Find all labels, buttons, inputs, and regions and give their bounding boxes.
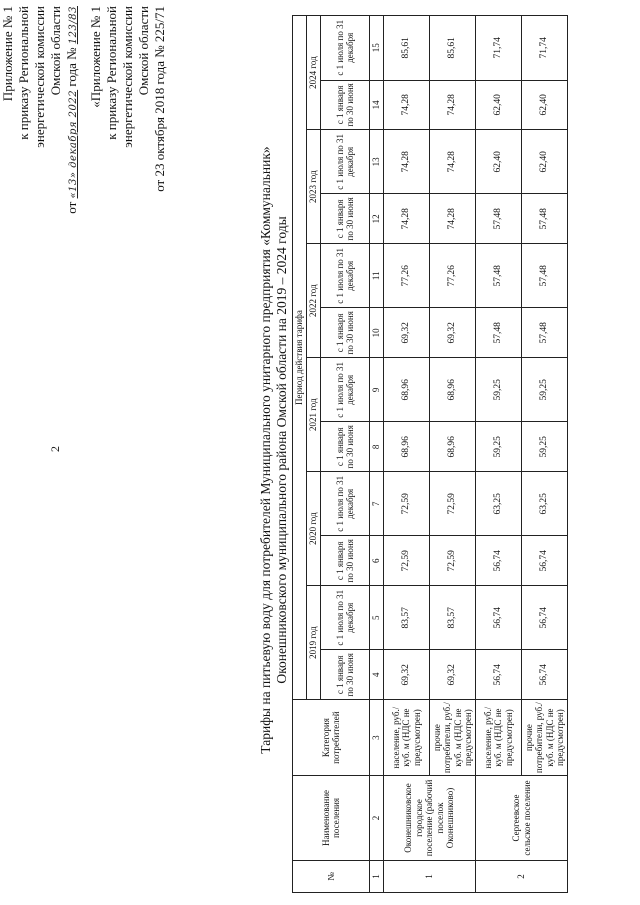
document-title — [258, 10, 290, 890]
column-number: 1 — [370, 860, 384, 892]
tariff-value: 69,32 — [384, 650, 430, 700]
column-number: 4 — [370, 650, 384, 700]
column-number: 12 — [370, 194, 384, 244]
header-year: 2024 год — [307, 16, 321, 130]
tariff-value: 83,57 — [384, 586, 430, 650]
appendix-old — [88, 6, 168, 192]
tariff-value: 85,61 — [384, 16, 430, 81]
tariff-value: 57,48 — [522, 244, 568, 308]
row-number: 2 — [476, 860, 568, 892]
tariff-value: 68,96 — [430, 422, 476, 472]
table-row — [384, 16, 430, 893]
appendix-new-date-line — [64, 6, 82, 214]
appendix-old-line1: «Приложение № 1 — [88, 6, 103, 108]
column-number: 5 — [370, 586, 384, 650]
header-year: 2023 год — [307, 130, 321, 244]
tariff-value: 59,25 — [522, 358, 568, 422]
table-row — [430, 16, 476, 893]
appendix-new-line3: энергетической комиссии — [32, 6, 47, 148]
tariff-value: 72,59 — [384, 536, 430, 586]
header-period: Период действия тарифа — [293, 16, 307, 700]
tariff-value: 74,28 — [384, 194, 430, 244]
column-number: 6 — [370, 536, 384, 586]
column-number: 3 — [370, 700, 384, 776]
header-category: Категория потребителей — [293, 700, 370, 776]
tariff-value: 77,26 — [430, 244, 476, 308]
tariff-value: 62,40 — [522, 130, 568, 194]
header-settlement: Наименование поселения — [293, 776, 370, 861]
date-signature: «13» декабря 2022 — [68, 89, 79, 199]
tariff-value: 63,25 — [522, 472, 568, 536]
table-row — [522, 16, 568, 893]
tariff-value: 69,32 — [430, 650, 476, 700]
column-number: 9 — [370, 358, 384, 422]
consumer-category: население, руб./куб. м (НДС не предусмотрен) — [384, 700, 430, 776]
consumer-category: население, руб./куб. м (НДС не предусмотрен) — [476, 700, 522, 776]
column-number: 11 — [370, 244, 384, 308]
tariff-value: 56,74 — [476, 586, 522, 650]
header-half-second: с 1 июля по 31 декабря — [321, 16, 370, 81]
tariff-value: 85,61 — [430, 16, 476, 81]
tariff-value: 68,96 — [430, 358, 476, 422]
column-number-row — [370, 16, 384, 893]
tariff-value: 62,40 — [476, 130, 522, 194]
header-half-first: с 1 января по 30 июня — [321, 80, 370, 130]
page-number: 2 — [48, 446, 62, 452]
header-half-second: с 1 июля по 31 декабря — [321, 586, 370, 650]
column-number: 15 — [370, 16, 384, 81]
appendix-new-line2: к приказу Региональной — [16, 6, 31, 140]
header-year: 2020 год — [307, 472, 321, 586]
column-number: 13 — [370, 130, 384, 194]
header-half-second: с 1 июля по 31 декабря — [321, 472, 370, 536]
header-half-second: с 1 июля по 31 декабря — [321, 130, 370, 194]
row-number: 1 — [384, 860, 476, 892]
header-year: 2022 год — [307, 244, 321, 358]
tariff-value: 83,57 — [430, 586, 476, 650]
header-half-first: с 1 января по 30 июня — [321, 308, 370, 358]
column-number: 8 — [370, 422, 384, 472]
header-no: № — [293, 860, 370, 892]
tariff-value: 72,59 — [384, 472, 430, 536]
column-number: 2 — [370, 776, 384, 861]
appendix-old-line5: от 23 октября 2018 года № 225/71 — [152, 6, 167, 192]
column-number: 7 — [370, 472, 384, 536]
tariff-value: 56,74 — [522, 536, 568, 586]
tariff-value: 74,28 — [384, 130, 430, 194]
tariff-value: 57,48 — [522, 194, 568, 244]
tariff-value: 72,59 — [430, 536, 476, 586]
header-half-second: с 1 июля по 31 декабря — [321, 358, 370, 422]
tariff-value: 74,28 — [430, 80, 476, 130]
tariff-value: 56,74 — [522, 586, 568, 650]
tariff-value: 72,59 — [430, 472, 476, 536]
header-year: 2021 год — [307, 358, 321, 472]
header-half-first: с 1 января по 30 июня — [321, 650, 370, 700]
tariff-value: 63,25 — [476, 472, 522, 536]
title-line1: Тарифы на питьевую воду для потребителей Муниципального унитарного предприятия «Коммунальник» — [258, 146, 273, 754]
appendix-new-line1: Приложение № 1 — [0, 6, 15, 102]
table-row — [476, 16, 522, 893]
appendix-old-line2: к приказу Региональной — [104, 6, 119, 140]
tariff-value: 74,28 — [384, 80, 430, 130]
header-half-first: с 1 января по 30 июня — [321, 422, 370, 472]
tariff-value: 56,74 — [522, 650, 568, 700]
appendix-new-line4: Омской области — [48, 6, 63, 96]
tariff-value: 57,48 — [476, 194, 522, 244]
title-line2: Оконешниковского муниципального района Омской области на 2019 – 2024 годы — [274, 216, 289, 684]
tariff-value: 74,28 — [430, 130, 476, 194]
tariff-value: 57,48 — [476, 244, 522, 308]
date-prefix: от — [64, 201, 79, 214]
tariff-value: 68,96 — [384, 358, 430, 422]
tariff-value: 68,96 — [384, 422, 430, 472]
tariff-value: 77,26 — [384, 244, 430, 308]
tariff-value: 57,48 — [476, 308, 522, 358]
tariff-value: 69,32 — [430, 308, 476, 358]
tariff-value: 69,32 — [384, 308, 430, 358]
tariff-value: 59,25 — [476, 358, 522, 422]
header-half-first: с 1 января по 30 июня — [321, 194, 370, 244]
tariff-value: 59,25 — [522, 422, 568, 472]
tariff-value: 71,74 — [522, 16, 568, 81]
appendix-old-line4: Омской области — [136, 6, 151, 96]
tariff-value: 62,40 — [476, 80, 522, 130]
header-half-first: с 1 января по 30 июня — [321, 536, 370, 586]
consumer-category: прочие потребители, руб./куб. м (НДС не предусмотрен) — [430, 700, 476, 776]
tariff-table — [292, 15, 568, 893]
header-year: 2019 год — [307, 586, 321, 700]
tariff-value: 71,74 — [476, 16, 522, 81]
column-number: 10 — [370, 308, 384, 358]
settlement-name: Сергеевское сельское поселение — [476, 776, 568, 861]
header-half-second: с 1 июля по 31 декабря — [321, 244, 370, 308]
number-signature: 123/83 — [68, 6, 79, 45]
tariff-value: 62,40 — [522, 80, 568, 130]
appendix-new — [0, 6, 82, 214]
consumer-category: прочие потребители, руб./куб. м (НДС не предусмотрен) — [522, 700, 568, 776]
tariff-value: 57,48 — [522, 308, 568, 358]
tariff-value: 74,28 — [430, 194, 476, 244]
appendix-old-line3: энергетической комиссии — [120, 6, 135, 148]
tariff-value: 56,74 — [476, 536, 522, 586]
column-number: 14 — [370, 80, 384, 130]
tariff-value: 56,74 — [476, 650, 522, 700]
settlement-name: Оконешниковское городское поселение (рабочий поселок Оконешниково) — [384, 776, 476, 861]
date-mid: года № — [64, 47, 79, 87]
tariff-value: 59,25 — [476, 422, 522, 472]
